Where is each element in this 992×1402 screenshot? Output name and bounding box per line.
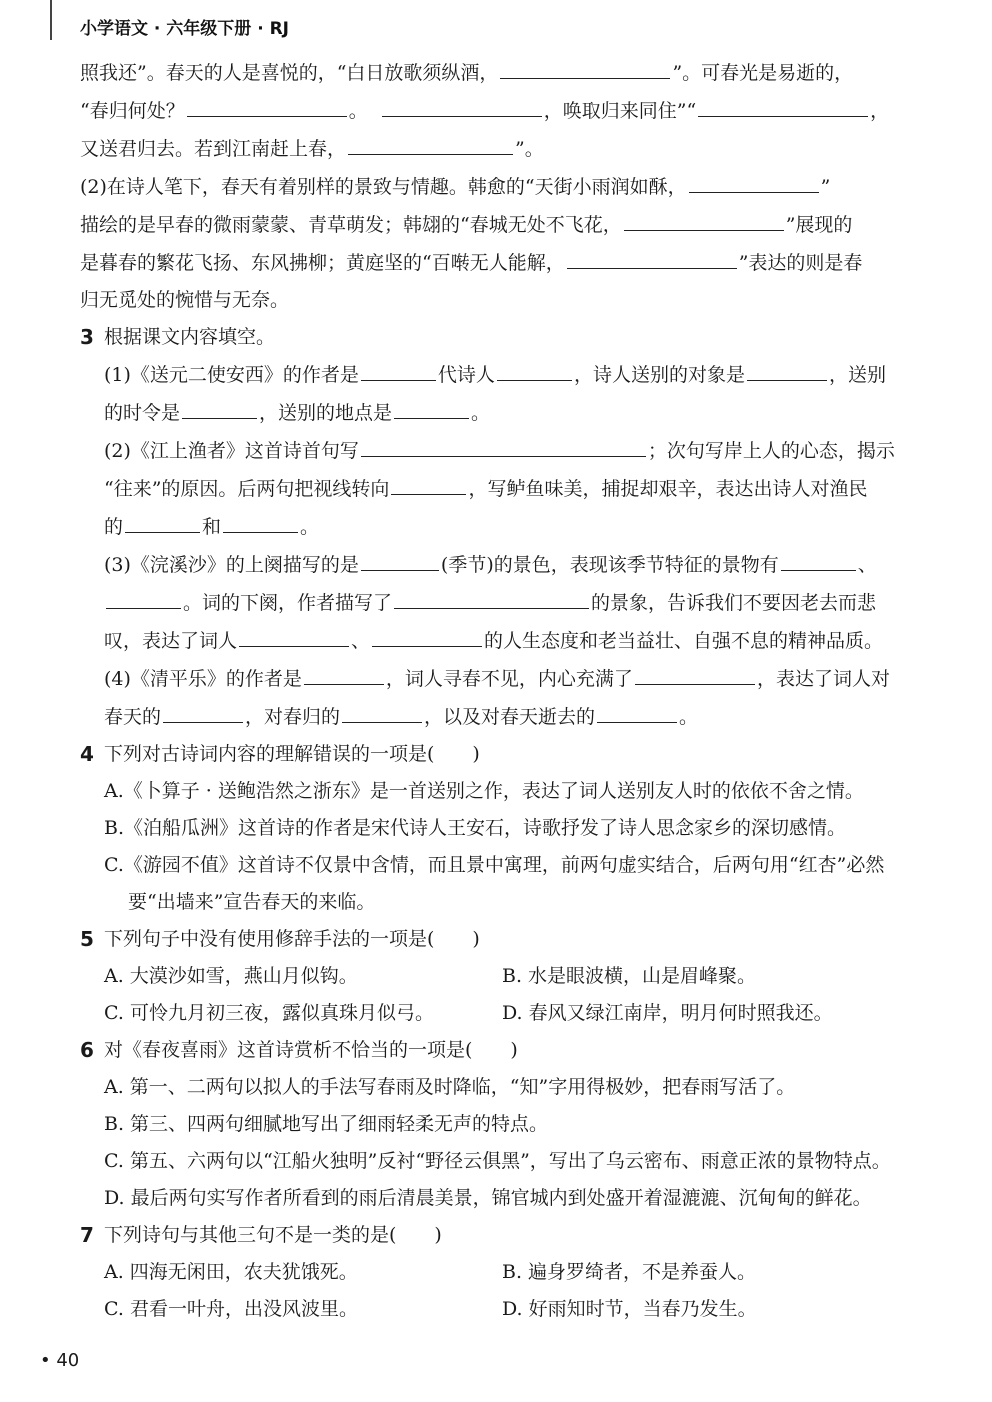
answer-blank[interactable] — [382, 92, 542, 117]
text: (3)《浣溪沙》的上阕描写的是 — [104, 554, 359, 576]
q2-line-3 — [80, 130, 920, 168]
answer-blank[interactable] — [500, 54, 670, 79]
text: 和 — [202, 516, 222, 538]
q7-option-d[interactable]: D. 好雨知时节，当春乃发生。 — [502, 1298, 757, 1320]
text: 。 — [348, 100, 368, 122]
text: (2)在诗人笔下，春天有着别样的景致与情趣。韩愈的“天街小雨润如酥， — [80, 176, 687, 198]
text: ，对春归的 — [245, 706, 341, 728]
question-title: 根据课文内容填空。 — [104, 326, 276, 348]
text: 。词的下阕，作者描写了 — [183, 592, 393, 614]
text: ；次句写岸上人的心态，揭示 — [647, 440, 895, 462]
answer-blank[interactable] — [689, 168, 819, 193]
q4-option-c[interactable]: C.《游园不值》这首诗不仅景中含情，而且景中寓理，前两句虚实结合，后两句用“红杏”必然要“出墙来”宣告春天的来临。 — [104, 854, 885, 913]
q5-option-d[interactable]: D. 春风又绿江南岸，明月何时照我还。 — [502, 1002, 833, 1024]
page-number: • 40 — [40, 1350, 80, 1371]
q3-item-4 — [80, 660, 920, 736]
q6-option-d[interactable]: D. 最后两句实写作者所看到的雨后清晨美景，锦官城内到处盛开着湿漉漉、沉甸甸的鲜花。 — [104, 1187, 872, 1209]
text: ” — [820, 176, 831, 198]
page-header: 小学语文 · 六年级下册 · RJ — [80, 19, 290, 39]
q4-option-a[interactable]: A.《卜算子 · 送鲍浩然之浙东》是一首送别之作，表达了词人送别友人时的依依不舍之情。 — [104, 780, 864, 802]
question-6 — [80, 1032, 920, 1069]
q3-item-1 — [80, 356, 920, 432]
answer-blank[interactable] — [497, 356, 572, 381]
text: ”。可春光是易逝的， — [672, 62, 854, 84]
answer-blank[interactable] — [394, 394, 469, 419]
answer-blank[interactable] — [304, 660, 384, 685]
text: 照我还”。春天的人是喜悦的，“白日放歌须纵酒， — [80, 62, 499, 84]
answer-blank[interactable] — [698, 92, 868, 117]
q5-options-row-2 — [80, 995, 920, 1032]
page-number-value: 40 — [56, 1350, 80, 1371]
text: 、 — [351, 630, 371, 652]
question-7 — [80, 1217, 920, 1254]
q7-options-row-1 — [80, 1254, 920, 1291]
text: ”展现的 — [785, 214, 853, 236]
answer-blank[interactable] — [223, 508, 298, 533]
text: (季节)的景色，表现该季节特征的景物有 — [440, 554, 779, 576]
text: 又送君归去。若到江南赶上春， — [80, 138, 347, 160]
question-title: 下列句子中没有使用修辞手法的一项是( ) — [104, 928, 480, 950]
text: (4)《清平乐》的作者是 — [104, 668, 302, 690]
text: ，唤取归来同住”“ — [543, 100, 697, 122]
answer-blank[interactable] — [239, 622, 349, 647]
text: 。 — [471, 402, 491, 424]
worksheet-content — [80, 54, 920, 1328]
answer-blank[interactable] — [567, 244, 737, 269]
text: ，写鲈鱼味美，捕捉却艰辛，表达出诗人对渔民 — [468, 478, 868, 500]
text: ，送别的地点是 — [259, 402, 393, 424]
text: 的时令是 — [104, 402, 181, 424]
question-number: 5 — [80, 927, 94, 951]
text: 描绘的是早春的微雨蒙蒙、青草萌发；韩翃的“春城无处不飞花， — [80, 214, 622, 236]
answer-blank[interactable] — [781, 546, 856, 571]
answer-blank[interactable] — [361, 356, 436, 381]
q6-option-b[interactable]: B. 第三、四两句细腻地写出了细雨轻柔无声的特点。 — [104, 1113, 549, 1135]
text: 春天的 — [104, 706, 162, 728]
q5-option-a[interactable]: A. 大漠沙如雪，燕山月似钩。 — [104, 965, 358, 987]
answer-blank[interactable] — [125, 508, 200, 533]
q7-option-a[interactable]: A. 四海无闲田，农夫犹饿死。 — [104, 1261, 358, 1283]
text: 归无觅处的惋惜与无奈。 — [80, 289, 290, 311]
q5-options-row-1 — [80, 958, 920, 995]
answer-blank[interactable] — [182, 394, 257, 419]
q2-part-2 — [80, 168, 920, 319]
q7-option-b[interactable]: B. 遍身罗绮者，不是养蚕人。 — [502, 1261, 757, 1283]
text: ，表达了词人对 — [756, 668, 890, 690]
text: 、 — [857, 554, 877, 576]
text: ，诗人送别的对象是 — [573, 364, 745, 386]
text: 的景象，告诉我们不要因老去而悲 — [591, 592, 877, 614]
text: 叹，表达了词人 — [104, 630, 238, 652]
question-number: 7 — [80, 1223, 94, 1247]
text: (1)《送元二使安西》的作者是 — [104, 364, 359, 386]
text: 。 — [679, 706, 699, 728]
answer-blank[interactable] — [635, 660, 755, 685]
text: “春归何处？ — [80, 100, 185, 122]
answer-blank[interactable] — [391, 470, 466, 495]
q4-option-b[interactable]: B.《泊船瓜洲》这首诗的作者是宋代诗人王安石，诗歌抒发了诗人思念家乡的深切感情。 — [104, 817, 847, 839]
text: 。 — [300, 516, 320, 538]
text: 的 — [104, 516, 124, 538]
answer-blank[interactable] — [624, 206, 784, 231]
question-number: 6 — [80, 1038, 94, 1062]
q3-item-2 — [80, 432, 920, 546]
text: ，以及对春天逝去的 — [424, 706, 596, 728]
answer-blank[interactable] — [163, 698, 243, 723]
q6-option-c[interactable]: C. 第五、六两句以“江船火独明”反衬“野径云俱黑”，写出了乌云密布、雨意正浓的景物特点。 — [104, 1150, 891, 1172]
question-title: 下列诗句与其他三句不是一类的是( ) — [104, 1224, 442, 1246]
q3-item-3 — [80, 546, 920, 660]
text: ”表达的则是春 — [738, 252, 863, 274]
answer-blank[interactable] — [348, 130, 513, 155]
question-4 — [80, 736, 920, 773]
q5-option-b[interactable]: B. 水是眼波横，山是眉峰聚。 — [502, 965, 757, 987]
q2-line-2 — [80, 92, 920, 130]
q7-options-row-2 — [80, 1291, 920, 1328]
answer-blank[interactable] — [342, 698, 422, 723]
question-number: 3 — [80, 325, 94, 349]
text: 代诗人 — [437, 364, 495, 386]
answer-blank[interactable] — [106, 584, 181, 609]
question-3 — [80, 319, 920, 356]
q7-option-c[interactable]: C. 君看一叶舟，出没风波里。 — [104, 1298, 358, 1320]
q6-option-a[interactable]: A. 第一、二两句以拟人的手法写春雨及时降临，“知”字用得极妙，把春雨写活了。 — [104, 1076, 796, 1098]
text: “往来”的原因。后两句把视线转向 — [104, 478, 390, 500]
question-number: 4 — [80, 742, 94, 766]
question-5 — [80, 921, 920, 958]
text: ，词人寻春不见，内心充满了 — [385, 668, 633, 690]
answer-blank[interactable] — [597, 698, 677, 723]
answer-blank[interactable] — [361, 432, 646, 457]
text: ”。 — [515, 138, 544, 160]
text: (2)《江上渔者》这首诗首句写 — [104, 440, 359, 462]
answer-blank[interactable] — [187, 92, 347, 117]
text: ，送别 — [828, 364, 886, 386]
header-divider — [50, 0, 52, 40]
question-title: 对《春夜喜雨》这首诗赏析不恰当的一项是( ) — [104, 1039, 518, 1061]
answer-blank[interactable] — [361, 546, 439, 571]
answer-blank[interactable] — [372, 622, 482, 647]
q5-option-c[interactable]: C. 可怜九月初三夜，露似真珠月似弓。 — [104, 1002, 434, 1024]
answer-blank[interactable] — [394, 584, 589, 609]
answer-blank[interactable] — [747, 356, 827, 381]
text: 是暮春的繁花飞扬、东风拂柳；黄庭坚的“百啭无人能解， — [80, 252, 565, 274]
text: 的人生态度和老当益壮、自强不息的精神品质。 — [484, 630, 884, 652]
q2-line-1 — [80, 54, 920, 92]
question-title: 下列对古诗词内容的理解错误的一项是( ) — [104, 743, 480, 765]
text: ， — [870, 100, 890, 122]
